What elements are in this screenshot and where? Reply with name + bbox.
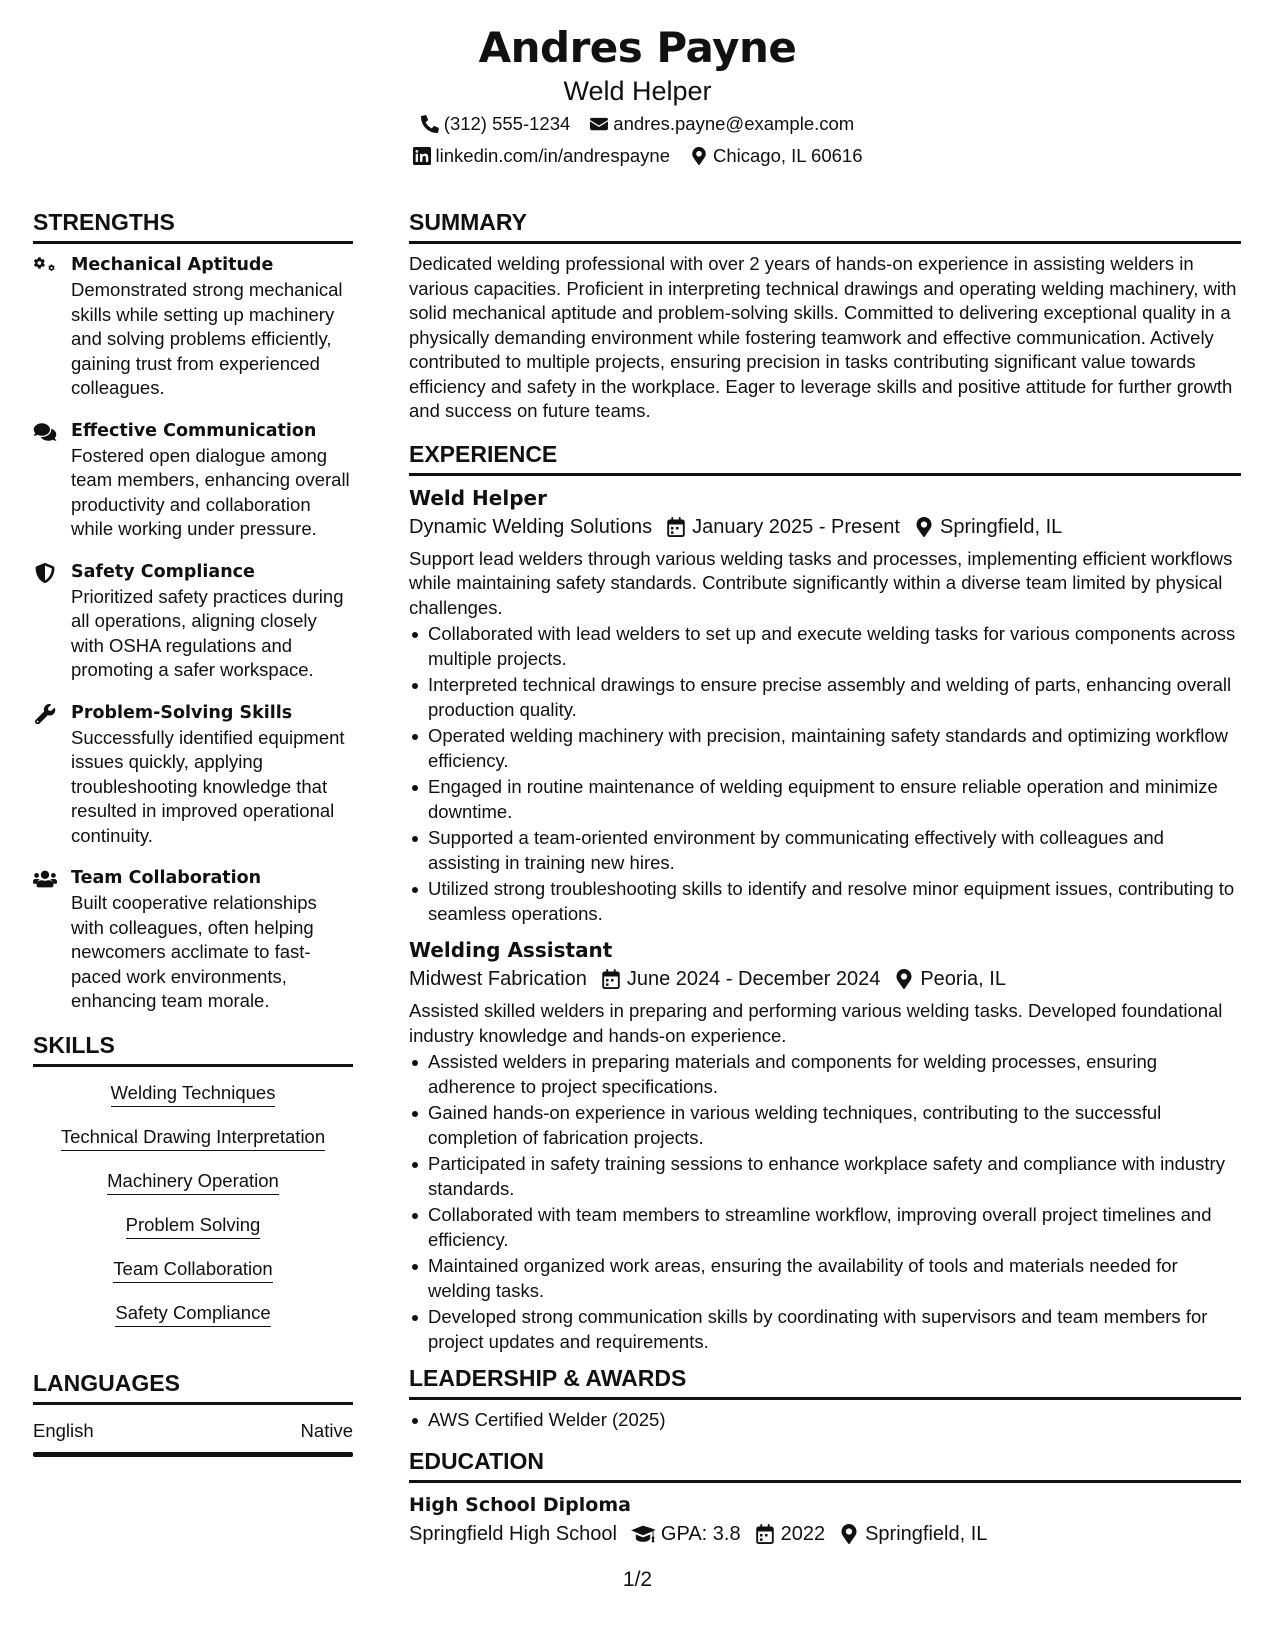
job-title: Welding Assistant — [409, 938, 613, 962]
shield-icon — [33, 563, 57, 583]
job-meta — [409, 512, 1241, 542]
job-meta — [409, 964, 1241, 994]
left-column — [33, 208, 353, 1457]
award-item: AWS Certified Welder (2025) — [409, 1408, 1241, 1433]
bullet-item: Collaborated with team members to streamline workflow, improving overall project timelines and efficiency. — [409, 1203, 1241, 1252]
strength-title: Team Collaboration — [71, 868, 262, 888]
job-description: Support lead welders through various welding tasks and processes, implementing efficient workflows while maintaining safety standards. Contribute significantly within a diverse team limited by physical challenges. — [409, 547, 1233, 618]
phone-text: (312) 555-1234 — [443, 113, 571, 134]
skill-tag: Team Collaboration — [113, 1257, 272, 1283]
bullet-item: Participated in safety training sessions to enhance workplace safety and compliance with industry standards. — [409, 1152, 1241, 1201]
gpa-text: GPA: 3.8 — [660, 1522, 741, 1545]
summary-heading: SUMMARY — [409, 208, 1241, 244]
graduation-year: 2022 — [780, 1522, 826, 1545]
location-text: Chicago, IL 60616 — [713, 145, 863, 166]
graduation-cap-icon — [631, 1524, 655, 1544]
language-level: Native — [300, 1419, 353, 1441]
wrench-icon — [33, 704, 57, 724]
strength-item — [33, 252, 353, 401]
experience-heading: EXPERIENCE — [409, 440, 1241, 476]
skill-tag: Problem Solving — [126, 1213, 261, 1239]
job-location: Peoria, IL — [920, 968, 1006, 990]
job-location: Springfield, IL — [939, 515, 1063, 538]
skills-heading: SKILLS — [33, 1031, 353, 1067]
bullet-item: Collaborated with lead welders to set up and execute welding tasks for various components across multiple projects. — [409, 622, 1241, 671]
contact-row-2 — [0, 140, 1275, 172]
map-pin-icon — [839, 1524, 859, 1544]
job-company: Midwest Fabrication — [409, 968, 587, 990]
skill-tag: Technical Drawing Interpretation — [61, 1125, 325, 1151]
language-proficiency-bar — [33, 1452, 353, 1457]
strength-item — [33, 559, 353, 683]
linkedin-text: linkedin.com/in/andrespayne — [435, 145, 670, 166]
email-contact[interactable] — [590, 108, 854, 140]
strength-item — [33, 865, 353, 1014]
awards-list — [409, 1408, 1241, 1433]
strength-text: Prioritized safety practices during all operations, aligning closely with OSHA regulations and promoting a safer workspace. — [71, 585, 344, 680]
strength-text: Fostered open dialogue among team members, enhancing overall productivity and collaboration while working under pressure. — [71, 444, 350, 539]
linkedin-icon — [413, 147, 431, 165]
strength-title: Effective Communication — [71, 420, 317, 441]
bullet-item: Utilized strong troubleshooting skills to identify and resolve minor equipment issues, contributing to seamless operations. — [409, 877, 1241, 926]
bullet-item: Engaged in routine maintenance of welding equipment to ensure reliable operation and minimize downtime. — [409, 775, 1241, 824]
strength-text: Demonstrated strong mechanical skills while setting up machinery and solving problems efficiently, gaining trust from experienced colleagues. — [71, 279, 343, 398]
job-dates: January 2025 - Present — [692, 515, 900, 538]
envelope-icon — [590, 115, 608, 133]
strength-item — [33, 418, 353, 542]
calendar-icon — [601, 969, 621, 989]
job-title: Weld Helper — [409, 485, 547, 510]
map-pin-icon — [690, 147, 708, 165]
job-bullets — [409, 1050, 1241, 1354]
gears-icon — [33, 256, 57, 276]
languages-heading: LANGUAGES — [33, 1369, 353, 1405]
strength-item — [33, 700, 353, 849]
strength-title: Safety Compliance — [71, 561, 255, 582]
bullet-item: Supported a team-oriented environment by communicating effectively with colleagues and assisting in training new hires. — [409, 826, 1241, 875]
bullet-item: Developed strong communication skills by coordinating with supervisors and team members for project updates and requirements. — [409, 1305, 1241, 1354]
job-entry — [409, 484, 1241, 927]
strength-text: Successfully identified equipment issues quickly, applying troubleshooting knowledge that resulted in improved operational continuity. — [71, 726, 345, 846]
strength-text: Built cooperative relationships with colleagues, often helping newcomers acclimate to fast-paced work environments, enhancing team morale. — [71, 892, 317, 1011]
strengths-heading: STRENGTHS — [33, 208, 353, 244]
strength-title: Mechanical Aptitude — [71, 255, 274, 275]
language-row — [33, 1419, 353, 1443]
calendar-icon — [755, 1524, 775, 1544]
job-entry — [409, 936, 1241, 1354]
skill-tag: Machinery Operation — [107, 1169, 279, 1195]
skill-tag: Welding Techniques — [111, 1081, 276, 1107]
degree-title: High School Diploma — [409, 1493, 631, 1516]
strength-title: Problem-Solving Skills — [71, 702, 293, 723]
location-contact — [690, 140, 862, 172]
right-column — [409, 208, 1241, 1554]
education-meta — [409, 1519, 1241, 1549]
candidate-title: Weld Helper — [563, 76, 712, 106]
map-pin-icon — [914, 517, 934, 537]
language-name: English — [33, 1419, 94, 1441]
bullet-item: Assisted welders in preparing materials and components for welding processes, ensuring adherence to project specifications. — [409, 1050, 1241, 1099]
bullet-item: Gained hands-on experience in various welding techniques, contributing to the successful completion of fabrication projects. — [409, 1101, 1241, 1150]
job-description: Assisted skilled welders in preparing and performing various welding tasks. Developed foundational industry knowledge and hands-on experience. — [409, 1000, 1223, 1046]
school-name: Springfield High School — [409, 1522, 617, 1545]
summary-text: Dedicated welding professional with over 2 years of hands-on experience in assisting welders in various capacities. Proficient in interpreting technical drawings and operating welding machinery, with solid mechanical aptitude and problem-solving skills. Committed to delivering exceptional quality in a physically demanding environment while fostering teamwork and effective communication. Actively contributed to multiple projects, ensuring precision in tasks contributing significant value towards efficiency and safety in the workplace. Eager to leverage skills and positive attitude for further growth and success on future teams. — [409, 253, 1237, 421]
school-location: Springfield, IL — [865, 1522, 988, 1545]
education-heading: EDUCATION — [409, 1447, 1241, 1483]
email-text: andres.payne@example.com — [613, 113, 855, 134]
job-dates: June 2024 - December 2024 — [626, 968, 881, 990]
page-number: 1/2 — [622, 1568, 653, 1591]
job-company: Dynamic Welding Solutions — [409, 515, 653, 538]
comments-icon — [33, 422, 57, 442]
resume-header — [0, 22, 1275, 172]
phone-contact[interactable] — [421, 108, 571, 140]
map-pin-icon — [894, 969, 914, 989]
bullet-item: Maintained organized work areas, ensuring the availability of tools and materials needed for welding tasks. — [409, 1254, 1241, 1303]
skills-list — [33, 1075, 353, 1327]
skill-tag: Safety Compliance — [115, 1301, 270, 1327]
contact-row-1 — [0, 108, 1275, 140]
linkedin-contact[interactable] — [413, 140, 670, 172]
phone-icon — [421, 115, 439, 133]
job-bullets — [409, 622, 1241, 926]
users-icon — [33, 869, 57, 889]
bullet-item: Interpreted technical drawings to ensure precise assembly and welding of parts, enhancing overall production quality. — [409, 673, 1241, 722]
candidate-name: Andres Payne — [478, 23, 797, 72]
bullet-item: Operated welding machinery with precision, maintaining safety standards and optimizing workflow efficiency. — [409, 724, 1241, 773]
awards-heading: LEADERSHIP & AWARDS — [409, 1364, 1241, 1400]
calendar-icon — [666, 517, 686, 537]
